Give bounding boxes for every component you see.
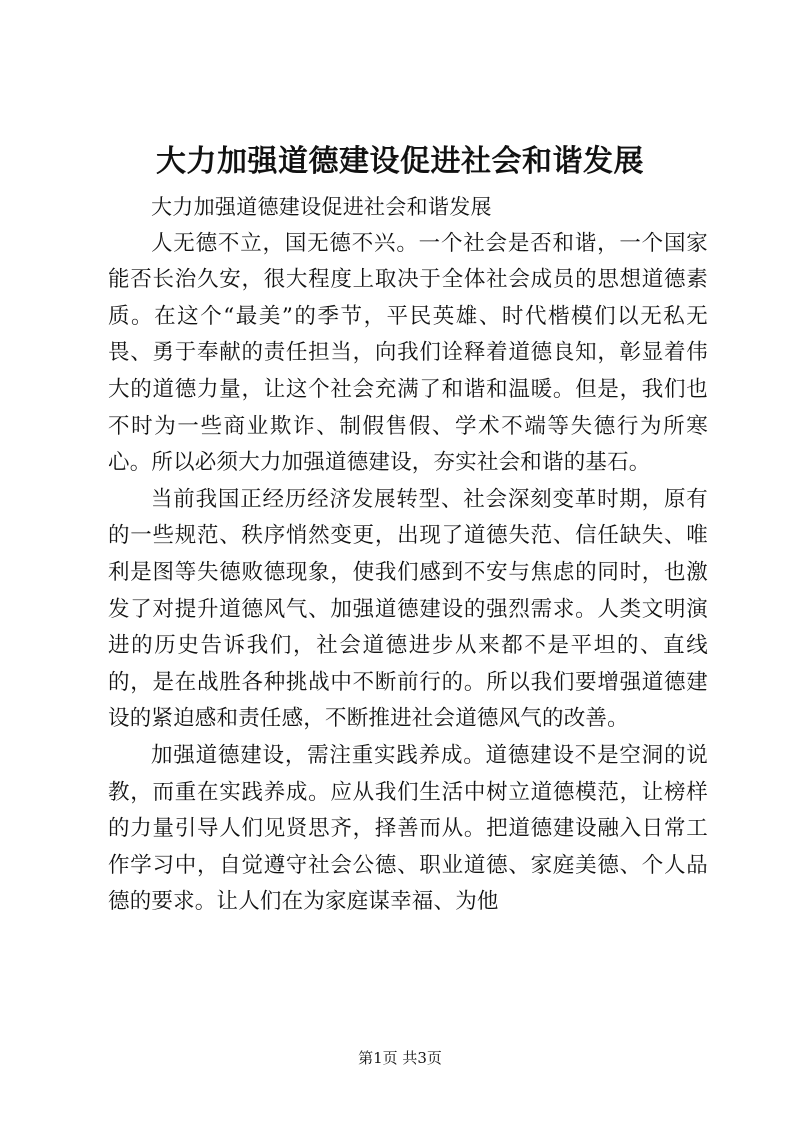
- subtitle-paragraph: 大力加强道德建设促进社会和谐发展: [151, 195, 492, 219]
- document-body: [108, 189, 708, 921]
- document-title: 大力加强道德建设促进社会和谐发展: [156, 144, 644, 179]
- page-footer: [0, 1048, 800, 1068]
- page-indicator: 第1页 共3页: [358, 1049, 442, 1067]
- paragraph-2: 当前我国正经历经济发展转型、社会深刻变革时期，原有的一些规范、秩序悄然变更，出现了道德失范、信任缺失、唯利是图等失德败德现象，使我们感到不安与焦虑的同时，也激发了对提升道德风气、加强道德建设的强烈需求。人类文明演进的历史告诉我们，社会道德进步从来都不是平坦的、直线的，是在战胜各种挑战中不断前行的。所以我们要增强道德建设的紧迫感和责任感，不断推进社会道德风气的改善。: [108, 486, 708, 732]
- paragraph-1: 人无德不立，国无德不兴。一个社会是否和谐，一个国家能否长治久安，很大程度上取决于全体社会成员的思想道德素质。在这个“最美”的季节，平民英雄、时代楷模们以无私无畏、勇于奉献的责任担当，向我们诠释着道德良知，彰显着伟大的道德力量，让这个社会充满了和谐和温暖。但是，我们也不时为一些商业欺诈、制假售假、学术不端等失德行为所寒心。所以必须大力加强道德建设，夯实社会和谐的基石。: [108, 230, 708, 476]
- paragraph-3: 加强道德建设，需注重实践养成。道德建设不是空洞的说教，而重在实践养成。应从我们生活中树立道德模范，让榜样的力量引导人们见贤思齐，择善而从。把道德建设融入日常工作学习中，自觉遵守社会公德、职业道德、家庭美德、个人品德的要求。让人们在为家庭谋幸福、为他: [108, 742, 708, 915]
